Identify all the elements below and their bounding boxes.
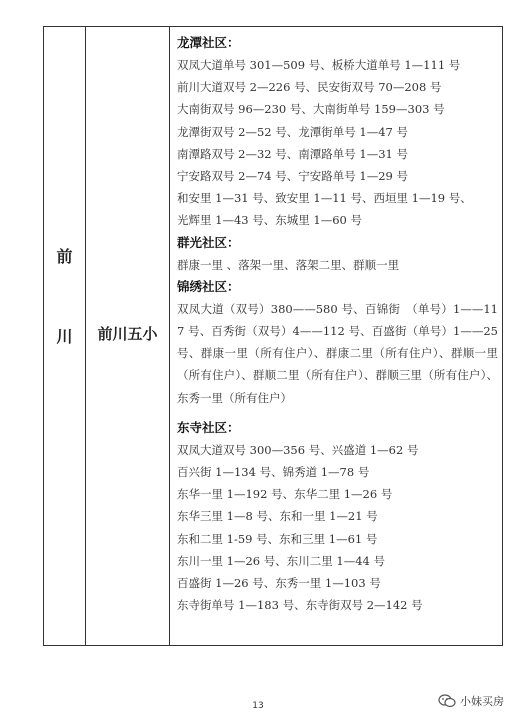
section-jinxiu [177,276,498,409]
address-line: 双凤大道双号 300—356 号、兴盛道 1—62 号 [177,442,419,457]
address-line: 大南街双号 96—230 号、大南街单号 159—303 号 [177,102,445,117]
chat-bubbles-icon [438,694,456,708]
address-line: 前川大道双号 2—226 号、民安街双号 70—208 号 [177,80,442,95]
school-column [86,27,170,645]
address-paragraph: 双凤大道（双号）380——580 号、百锦街 （单号）1——117 号、百秀街（双号）4——112 号、百盛街（单号）1——25 号、群康一里（所有住户）、群康二里（所有住户）、群顺一里（所有住户）、群顺二里（所有住户）、群顺三里（所有住户）、东秀一里（所有住户） [177,301,498,405]
address-line: 光辉里 1—43 号、东城里 1—60 号 [177,213,363,228]
address-line: 东和二里 1-59 号、东和三里 1—61 号 [177,531,378,546]
address-line: 东华三里 1—8 号、东和一里 1—21 号 [177,509,378,524]
section-title: 群光社区： [177,234,240,250]
address-line: 南潭路双号 2—32 号、南潭路单号 1—31 号 [177,146,409,161]
school-name: 前川五小 [97,325,158,343]
page-number: 13 [252,701,264,711]
address-line: 百盛街 1—26 号、东秀一里 1—103 号 [177,576,381,591]
section-title: 龙潭社区： [177,35,240,50]
watermark-text: 小妹买房 [460,695,504,708]
address-line: 群康一里 、落架一里、落架二里、群顺一里 [177,257,400,272]
address-line: 东川一里 1—26 号、东川二里 1—44 号 [177,553,386,568]
address-line: 宁安路双号 2—74 号、宁安路单号 1—29 号 [177,169,409,184]
address-line: 双凤大道单号 301—509 号、板桥大道单号 1—111 号 [177,58,461,72]
address-line: 东寺街单号 1—183 号、东寺街双号 2—142 号 [177,598,423,613]
section-title: 东寺社区： [177,419,240,435]
district-name: 前 川 [56,247,73,346]
section-qunguang [177,232,498,276]
address-line: 和安里 1—31 号、致安里 1—11 号、西垣里 1—19 号、 [177,191,472,206]
address-line: 东华一里 1—192 号、东华二里 1—26 号 [177,487,393,502]
watermark [438,693,504,709]
section-dongsi [177,417,498,617]
community-column [170,27,502,645]
section-title: 锦绣社区： [177,278,240,294]
section-longtan [177,32,498,232]
address-line: 百兴街 1—134 号、锦秀道 1—78 号 [177,465,370,480]
district-column [44,27,86,645]
address-line: 龙潭街双号 2—52 号、龙潭街单号 1—47 号 [177,124,409,139]
allocation-table [43,26,503,646]
